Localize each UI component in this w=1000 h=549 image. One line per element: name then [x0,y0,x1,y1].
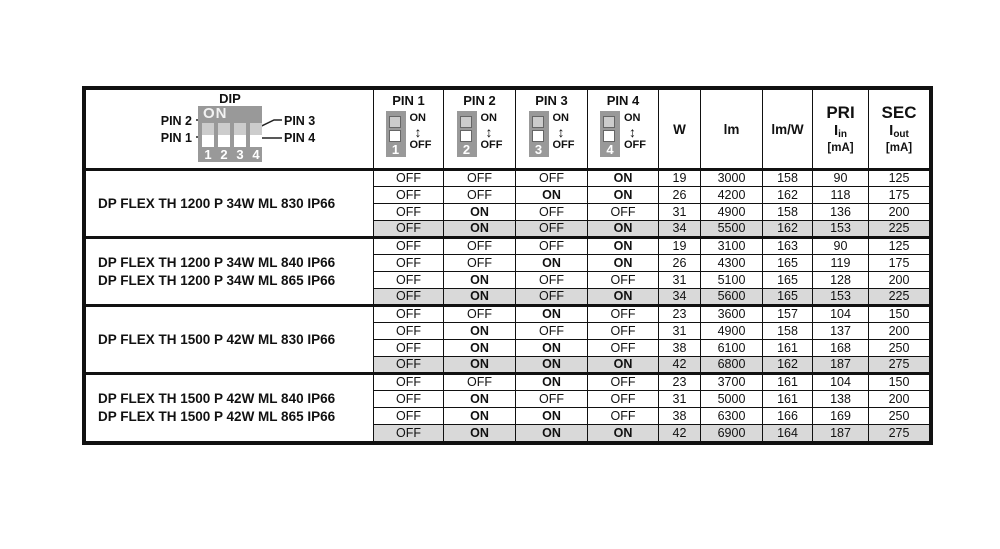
lm-cell: 4300 [701,255,763,272]
pri-cell: 118 [813,187,869,204]
lm-cell: 4900 [701,204,763,221]
table-body [86,170,930,442]
on-label: ON [552,112,569,124]
dip-switch-4 [250,123,262,162]
product-name-cell [86,238,374,306]
pin4-column-header [588,90,659,170]
w-cell: 38 [659,340,701,357]
lmw-cell: 158 [763,204,813,221]
pin1-state-cell: OFF [374,204,444,221]
config-row [86,170,930,187]
pin4-state-cell: ON [588,255,659,272]
pin2-state-cell: ON [444,221,516,238]
dip-switch-box [198,106,262,162]
pin3-state-cell: OFF [516,289,588,306]
pin4-state-cell: ON [588,357,659,374]
pin2-state-cell: ON [444,408,516,425]
updown-arrow-icon: ↕ [414,124,422,140]
switch-knob-icon [603,116,615,128]
pin2-state-cell: ON [444,323,516,340]
sec-cell: 250 [869,408,930,425]
dip-switch-1 [202,123,214,162]
sec-cell: 175 [869,187,930,204]
pin4-state-cell: OFF [588,204,659,221]
updown-arrow-icon: ↕ [629,124,636,140]
switch-slot-icon [250,135,262,147]
pin2-state-cell: ON [444,340,516,357]
lm-cell: 6300 [701,408,763,425]
w-cell: 19 [659,170,701,187]
pin3-state-cell: ON [516,408,588,425]
pin4-label: PIN 4 [606,93,640,108]
lm-cell: 3700 [701,374,763,391]
pri-cell: 168 [813,340,869,357]
switch-number: 3 [534,142,543,157]
dip-legend [86,90,374,168]
lmw-cell: 165 [763,289,813,306]
switch-knob-icon [202,123,214,135]
dip-switch-number: 3 [236,147,244,162]
dip-pin3-label: PIN 3 [284,114,316,128]
sec-title: SEC [881,103,917,122]
lm-cell: 5600 [701,289,763,306]
pri-cell: 119 [813,255,869,272]
pri-cell: 153 [813,289,869,306]
w-cell: 34 [659,289,701,306]
dip-switches [202,123,262,162]
pin1-state-cell: OFF [374,425,444,442]
pri-cell: 187 [813,425,869,442]
pin4-state-cell: OFF [588,374,659,391]
lm-cell: 5100 [701,272,763,289]
pin4-state-cell: OFF [588,306,659,323]
lmw-cell: 162 [763,357,813,374]
dip-switch-number: 4 [252,147,260,162]
dip-pin4-label: PIN 4 [284,131,316,145]
lmw-cell: 161 [763,374,813,391]
product-name: DP FLEX TH 1500 P 42W ML 830 IP66 [98,331,336,347]
pri-cell: 104 [813,374,869,391]
lm-cell: 5000 [701,391,763,408]
pri-cell: 136 [813,204,869,221]
pri-cell: 138 [813,391,869,408]
pin2-state-cell: ON [444,391,516,408]
dip-pin1-label: PIN 1 [160,131,192,145]
lmw-cell: 162 [763,187,813,204]
lmw-cell: 165 [763,272,813,289]
switch-slot-icon [389,130,401,142]
sec-cell: 125 [869,238,930,255]
pin2-state-cell: OFF [444,238,516,255]
product-name: DP FLEX TH 1500 P 42W ML 865 IP66 [98,409,336,424]
pin1-state-cell: OFF [374,289,444,306]
lm-column-header: lm [701,90,763,170]
pin3-state-cell: OFF [516,204,588,221]
lm-cell: 6900 [701,425,763,442]
switch-number: 2 [462,142,471,157]
lmw-cell: 162 [763,221,813,238]
pri-cell: 169 [813,408,869,425]
pin1-state-cell: OFF [374,221,444,238]
w-cell: 34 [659,221,701,238]
switch-knob-icon [250,123,262,135]
pri-symbol: Iin [833,122,848,140]
lmw-cell: 161 [763,340,813,357]
pin1-label: PIN 1 [392,93,425,108]
lm-cell: 3000 [701,170,763,187]
pin1-state-cell: OFF [374,340,444,357]
pin3-state-cell: OFF [516,221,588,238]
sec-symbol: Iout [889,122,909,140]
pin4-state-cell: OFF [588,323,659,340]
pin1-state-cell: OFF [374,391,444,408]
switch-knob-icon [218,123,230,135]
pin3-column-header [516,90,588,170]
sec-column-header [869,90,930,170]
product-name-cell [86,374,374,442]
sec-cell: 225 [869,221,930,238]
sec-cell: 200 [869,391,930,408]
on-label: ON [480,112,497,124]
w-cell: 38 [659,408,701,425]
pin2-state-cell: OFF [444,187,516,204]
switch-number: 1 [391,142,400,157]
dip-title: DIP [219,91,241,106]
switch-slot-icon [218,135,230,147]
pin2-state-cell: OFF [444,374,516,391]
lmw-cell: 161 [763,391,813,408]
sec-cell: 275 [869,425,930,442]
lm-cell: 6100 [701,340,763,357]
product-name: DP FLEX TH 1200 P 34W ML 865 IP66 [98,272,336,288]
pri-cell: 187 [813,357,869,374]
pin3-label: PIN 3 [535,93,568,108]
lmw-column-header: lm/W [763,90,813,170]
w-cell: 23 [659,306,701,323]
pin2-state-cell: OFF [444,306,516,323]
pin4-state-cell: ON [588,221,659,238]
off-label: OFF [480,139,503,151]
sec-cell: 275 [869,357,930,374]
lmw-cell: 165 [763,255,813,272]
pin4-state-cell: ON [588,170,659,187]
dip-switch-number: 2 [220,147,228,162]
pri-cell: 104 [813,306,869,323]
pin2-state-cell: ON [444,204,516,221]
switch-slot-icon [202,135,214,147]
w-cell: 31 [659,391,701,408]
pin4-state-cell: ON [588,289,659,306]
pin3-state-cell: ON [516,306,588,323]
sec-cell: 200 [869,272,930,289]
off-label: OFF [409,139,432,151]
dip-pin2-label: PIN 2 [160,114,192,128]
pin1-state-cell: OFF [374,357,444,374]
pin4-state-cell: ON [588,238,659,255]
sec-cell: 150 [869,374,930,391]
pri-cell: 90 [813,170,869,187]
off-label: OFF [624,139,646,151]
product-name-cell [86,306,374,374]
dip-switch-icon [457,111,477,157]
switch-slot-icon [460,130,472,142]
pin3-state-cell: ON [516,374,588,391]
pri-cell: 128 [813,272,869,289]
dip-switch-icon [529,111,549,157]
pin4-state-cell: OFF [588,408,659,425]
switch-number: 4 [606,142,614,157]
w-column-header: W [659,90,701,170]
on-label: ON [624,112,641,124]
product-name: DP FLEX TH 1200 P 34W ML 840 IP66 [98,254,336,270]
header-row [86,90,930,170]
pin1-state-cell: OFF [374,255,444,272]
dip-legend-header-cell [86,90,374,170]
lm-cell: 6800 [701,357,763,374]
w-cell: 31 [659,272,701,289]
pin3-state-cell: ON [516,425,588,442]
pri-unit: [mA] [827,142,854,154]
pin2-state-cell: ON [444,357,516,374]
pin4-state-cell: OFF [588,272,659,289]
pin2-state-cell: OFF [444,255,516,272]
pin1-column-header [374,90,444,170]
sec-cell: 225 [869,289,930,306]
pri-column-header [813,90,869,170]
config-row [86,238,930,255]
pin3-state-cell: OFF [516,323,588,340]
pin2-state-cell: ON [444,272,516,289]
pin3-state-cell: ON [516,357,588,374]
switch-knob-icon [532,116,544,128]
w-cell: 26 [659,187,701,204]
dip-switch-icon [600,111,620,157]
pin1-state-cell: OFF [374,408,444,425]
pin4-state-cell: OFF [588,340,659,357]
pin3-state-cell: ON [516,255,588,272]
pri-cell: 153 [813,221,869,238]
dip-switch-3 [234,123,246,162]
updown-arrow-icon: ↕ [485,124,493,140]
w-cell: 42 [659,425,701,442]
pin3-state-cell: OFF [516,391,588,408]
switch-knob-icon [460,116,472,128]
lmw-cell: 158 [763,170,813,187]
sec-unit: [mA] [885,142,913,154]
dip-on-label: ON [203,105,228,122]
pin3-state-cell: OFF [516,238,588,255]
w-cell: 42 [659,357,701,374]
pin1-state-cell: OFF [374,374,444,391]
lmw-cell: 166 [763,408,813,425]
dip-configuration-table [82,86,933,445]
switch-slot-icon [532,130,544,142]
lm-cell: 3100 [701,238,763,255]
pin1-state-cell: OFF [374,170,444,187]
pin3-state-cell: ON [516,340,588,357]
product-name: DP FLEX TH 1500 P 42W ML 840 IP66 [98,391,336,406]
lm-cell: 5500 [701,221,763,238]
updown-arrow-icon: ↕ [557,124,565,140]
sec-cell: 250 [869,340,930,357]
pin3-state-cell: OFF [516,272,588,289]
pri-title: PRI [826,103,855,122]
dip-switch-number: 1 [204,147,212,162]
lm-cell: 4200 [701,187,763,204]
pin4-state-cell: ON [588,425,659,442]
w-cell: 31 [659,323,701,340]
lm-cell: 4900 [701,323,763,340]
pin2-state-cell: ON [444,425,516,442]
config-row [86,374,930,391]
pin3-state-cell: OFF [516,170,588,187]
w-cell: 31 [659,204,701,221]
on-label: ON [409,112,426,124]
pin2-label: PIN 2 [463,93,496,108]
switch-knob-icon [389,116,401,128]
lmw-cell: 164 [763,425,813,442]
config-row [86,306,930,323]
lm-cell: 3600 [701,306,763,323]
sec-cell: 200 [869,204,930,221]
dip-switch-2 [218,123,230,162]
lmw-cell: 158 [763,323,813,340]
off-label: OFF [552,139,575,151]
lmw-cell: 163 [763,238,813,255]
pin1-state-cell: OFF [374,306,444,323]
pin1-state-cell: OFF [374,323,444,340]
pin2-column-header [444,90,516,170]
lmw-cell: 157 [763,306,813,323]
pin4-state-cell: ON [588,187,659,204]
sec-cell: 125 [869,170,930,187]
pin1-state-cell: OFF [374,238,444,255]
sec-cell: 200 [869,323,930,340]
w-cell: 26 [659,255,701,272]
pri-cell: 90 [813,238,869,255]
w-cell: 19 [659,238,701,255]
product-name: DP FLEX TH 1200 P 34W ML 830 IP66 [98,195,336,211]
sec-cell: 150 [869,306,930,323]
switch-knob-icon [234,123,246,135]
pin1-state-cell: OFF [374,187,444,204]
product-name-cell [86,170,374,238]
switch-slot-icon [234,135,246,147]
pri-cell: 137 [813,323,869,340]
pin3-state-cell: ON [516,187,588,204]
w-cell: 23 [659,374,701,391]
pin2-state-cell: OFF [444,170,516,187]
pin4-state-cell: OFF [588,391,659,408]
sec-cell: 175 [869,255,930,272]
switch-slot-icon [603,130,615,142]
dip-switch-icon [386,111,406,157]
pin1-state-cell: OFF [374,272,444,289]
pin2-state-cell: ON [444,289,516,306]
